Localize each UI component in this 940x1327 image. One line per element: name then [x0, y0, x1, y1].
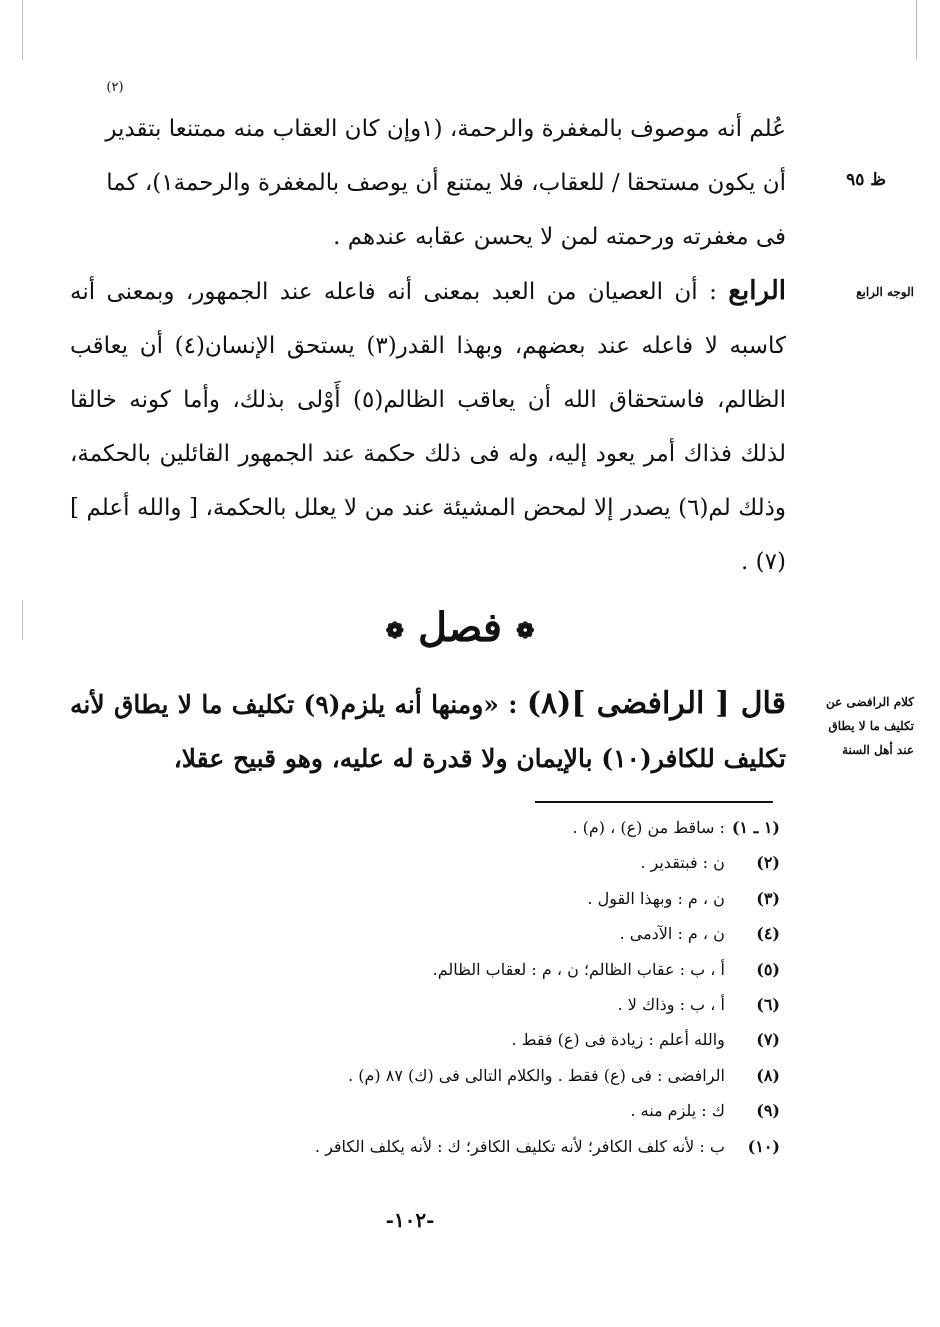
- paragraph-lead-fourth: الرابع: [728, 276, 786, 306]
- footnote-number: (٨): [756, 1065, 780, 1085]
- section-heading: [300, 598, 620, 661]
- ornament-icon: ❁: [385, 618, 404, 644]
- footnote-item: [260, 845, 780, 880]
- section-title: فصل: [417, 604, 503, 651]
- footnote-text: ك : يلزم منه .: [630, 1101, 725, 1121]
- footnote-item: [260, 1058, 780, 1093]
- footnote-text: أ ، ب : عقاب الظالم؛ ن ، م : لعقاب الظالم.: [432, 959, 725, 979]
- left-scan-edge-mid: [22, 600, 23, 640]
- footnote-item: [260, 1093, 780, 1128]
- footnote-number: (٥): [756, 959, 780, 979]
- quote-body: : «ومنها أنه يلزم(٩) تكليف ما لا يطاق لأنه تكليف للكافر(١٠) بالإيمان ولا قدرة له عليه، وهو قبيح عقلا،: [70, 690, 786, 773]
- footnote-number: (٤): [756, 924, 780, 944]
- footnote-text: أ ، ب : وذاك لا .: [617, 995, 725, 1015]
- footnote-number: (٢): [756, 853, 780, 873]
- body-line-2: أن يكون مستحقا / للعقاب، فلا يمتنع أن يوصف بالمغفرة والرحمة١)، كما: [106, 170, 786, 196]
- footnote-number: (٧): [756, 1030, 780, 1050]
- ornament-icon: ❁: [515, 618, 535, 644]
- footnote-item: [260, 1022, 780, 1057]
- footnote-item: [260, 987, 780, 1022]
- footnote-item: [260, 810, 780, 845]
- page-number: -١٠٢-: [385, 1208, 435, 1232]
- paragraph-fourth: [70, 264, 786, 589]
- footnote-text: ن : فبتقدير .: [640, 853, 725, 873]
- footnote-text: ن ، م : الآدمى .: [619, 924, 725, 944]
- footnote-text: ن ، م : وبهذا القول .: [587, 888, 725, 908]
- footnote-text: ب : لأنه كلف الكافر؛ لأنه تكليف الكافر؛ ك : لأنه يكلف الكافر .: [314, 1136, 725, 1156]
- footnote-number: (١٠): [747, 1136, 780, 1156]
- footnote-marker-top: (٢): [106, 80, 124, 95]
- footnote-item: [260, 952, 780, 987]
- footnote-item: [260, 881, 780, 916]
- margin-page-reference: ظ ٩٥: [846, 170, 886, 190]
- footnote-number: (٦): [756, 995, 780, 1015]
- margin-note-fourth-aspect: الوجه الرابع: [856, 285, 914, 299]
- right-scan-edge: [916, 0, 917, 60]
- main-body-text: [70, 102, 786, 589]
- footnote-item: [260, 1129, 780, 1164]
- margin-note-rafidi: كلام الرافضى عن تكليف ما لا يطاق عند أهل السنة: [825, 695, 914, 757]
- paragraph-fourth-text: : أن العصيان من العبد بمعنى أنه فاعله عند الجمهور، وبمعنى أنه كاسبه لا فاعله عند بعضهم، وبهذا القدر(٣) يستحق الإنسان(٤) أن يعاقب الظالم، فاستحقاق الله أن يعاقب الظالم(٥) أَوْلى بذلك، وأما كونه خالقا لذلك فذاك أمر يعود إليه، وله فى ذلك حكمة عند الجمهور القائلين بالحكمة، وذلك لم(٦) يصدر إلا لمحض المشيئة عند من لا يعلل بالحكمة، [ والله أعلم ](٧) .: [70, 279, 786, 575]
- body-line-1: عُلم أنه موصوف بالمغفرة والرحمة، (١وإن كان العقاب منه ممتنعا بتقدير: [105, 116, 786, 142]
- footnote-number: (١ ـ ١): [731, 818, 780, 837]
- footnote-text: : ساقط من (ع) ، (م) .: [572, 818, 725, 837]
- rafidi-quote: [70, 677, 786, 786]
- body-line-3: فى مغفرته ورحمته لمن لا يحسن عقابه عندهم .: [333, 224, 786, 250]
- footnote-item: [260, 916, 780, 951]
- footnote-text: الرافضى : فى (ع) فقط . والكلام التالى فى (ك) ٨٧ (م) .: [348, 1065, 725, 1085]
- footnote-separator: [535, 801, 773, 803]
- footnote-number: (٣): [756, 888, 780, 908]
- left-scan-edge-top: [22, 0, 23, 60]
- quote-lead: قال [ الرافضى ](٨): [526, 686, 786, 721]
- footnote-text: والله أعلم : زيادة فى (ع) فقط .: [511, 1030, 725, 1050]
- footnote-number: (٩): [756, 1101, 780, 1121]
- footnotes-list: [260, 810, 780, 1164]
